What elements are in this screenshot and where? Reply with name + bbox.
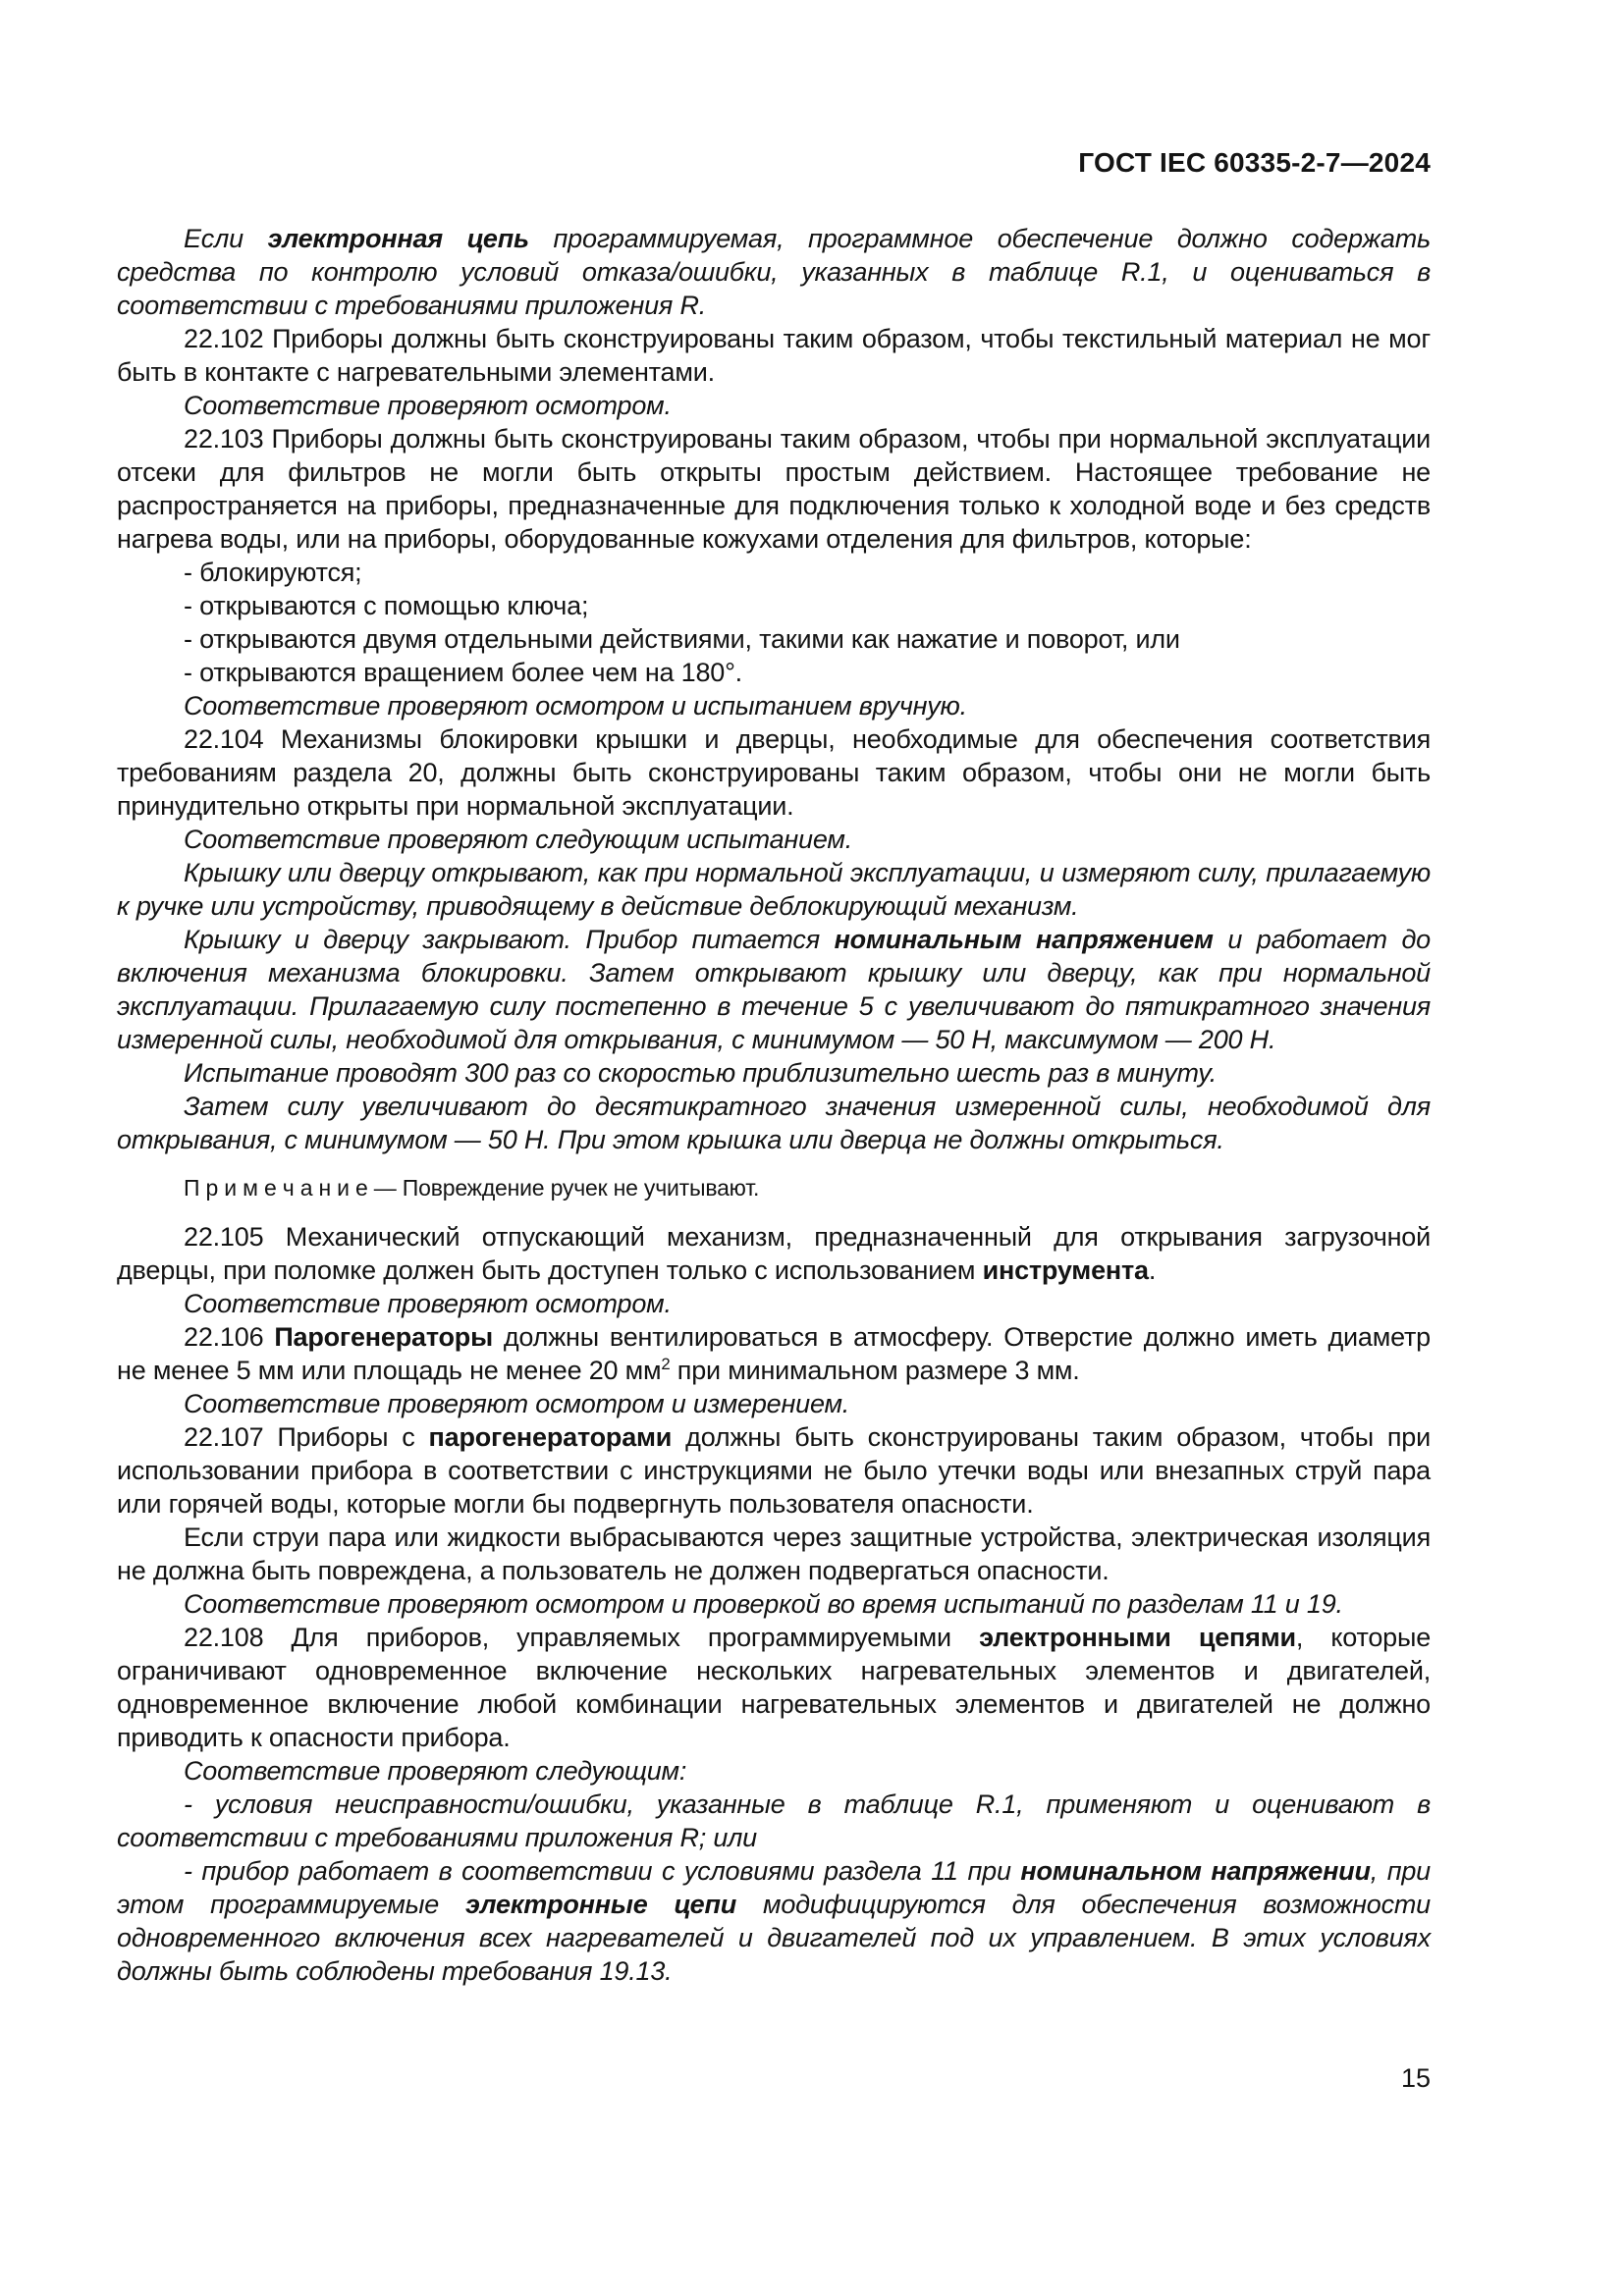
text-segment: Соответствие проверяют осмотром и измерением. [184, 1389, 850, 1418]
text-segment: и работает до включения механизма блокировки. Затем открывают крышку или дверцу, как при нормальной эксплуатации. Прилагаемую силу постепенно в течение 5 с увеличивают до пятикратного значения измеренной силы, необходимой для открывания, с минимумом — 50 Н, максимумом — 200 Н. [117, 925, 1431, 1054]
text-segment: . [1148, 1255, 1157, 1285]
text-segment: Если [184, 224, 268, 253]
body-paragraph [117, 1754, 1431, 1788]
text-segment: Затем силу увеличивают до десятикратного значения измеренной силы, необходимой для открывания, с минимумом — 50 Н. При этом крышка или дверца не должны открыться. [117, 1092, 1431, 1154]
defined-term: электронные цепи [465, 1890, 737, 1919]
page-body [117, 222, 1431, 1988]
text-segment: Соответствие проверяют следующим испытанием. [184, 825, 852, 854]
text-segment: Соответствие проверяют следующим: [184, 1756, 687, 1786]
text-segment: - открываются двумя отдельными действиями, такими как нажатие и поворот, или [184, 624, 1180, 654]
text-segment: Крышку или дверцу открывают, как при нормальной эксплуатации, и измеряют силу, прилагаемую к ручке или устройству, приводящему в действие деблокирующий механизм. [117, 858, 1431, 921]
text-segment: - блокируются; [184, 558, 362, 587]
text-segment: Крышку и дверцу закрывают. Прибор питается [184, 925, 835, 954]
text-segment: при минимальном размере 3 мм. [670, 1356, 1080, 1385]
body-paragraph [117, 856, 1431, 923]
text-segment: 22.104 Механизмы блокировки крышки и дверцы, необходимые для обеспечения соответствия требованиям раздела 20, должны быть сконструированы таким образом, чтобы они не могли быть принудительно открыты при нормальной эксплуатации. [117, 724, 1431, 821]
text-segment: 22.103 Приборы должны быть сконструированы таким образом, чтобы при нормальной эксплуатации отсеки для фильтров не могли быть открыты простым действием. Настоящее требование не распространяется на приборы, предназначенные для подключения только к холодной воде и без средств нагрева воды, или на приборы, оборудованные кожухами отделения для фильтров, которые: [117, 424, 1431, 554]
text-segment: 22.108 Для приборов, управляемых программируемыми [184, 1623, 980, 1652]
body-paragraph [117, 823, 1431, 856]
page-number: 15 [1400, 2063, 1431, 2093]
body-paragraph [117, 1387, 1431, 1420]
text-segment: - открываются с помощью ключа; [184, 591, 589, 620]
body-paragraph [117, 422, 1431, 556]
body-paragraph [117, 222, 1431, 322]
body-paragraph [117, 389, 1431, 422]
text-segment: Соответствие проверяют осмотром и проверкой во время испытаний по разделам 11 и 19. [184, 1589, 1343, 1619]
text-segment: - открываются вращением более чем на 180°. [184, 658, 742, 687]
text-segment: , которые ограничивают одновременное включение нескольких нагревательных элементов и двигателей, одновременное включение любой комбинации нагревательных элементов и двигателей не должно приводить к опасности прибора. [117, 1623, 1432, 1752]
defined-term: электронными цепями [979, 1623, 1296, 1652]
text-segment: Если струи пара или жидкости выбрасываются через защитные устройства, электрическая изоляция не должна быть повреждена, а пользователь не должен подвергаться опасности. [117, 1522, 1431, 1585]
text-segment: П р и м е ч а н и е — Повреждение ручек не учитывают. [184, 1175, 760, 1201]
body-paragraph [117, 1287, 1431, 1320]
text-segment: 22.105 Механический отпускающий механизм, предназначенный для открывания загрузочной дверцы, при поломке должен быть доступен только с использованием [117, 1222, 1431, 1285]
text-segment: программируемая, программное обеспечение должно содержать средства по контролю условий отказа/ошибки, указанных в таблице R.1, и оцениваться в соответствии с требованиями приложения R. [117, 224, 1431, 320]
body-paragraph [117, 1854, 1431, 1988]
defined-term: номинальным напряжением [834, 925, 1214, 954]
text-segment: - прибор работает в соответствии с условиями раздела 11 при [184, 1856, 1021, 1886]
body-paragraph [117, 923, 1431, 1056]
defined-term: инструмента [982, 1255, 1149, 1285]
body-paragraph [117, 1320, 1431, 1387]
text-segment: Соответствие проверяют осмотром. [184, 1289, 672, 1318]
body-paragraph [117, 1090, 1431, 1156]
body-paragraph [117, 1621, 1431, 1754]
text-segment: 2 [661, 1355, 671, 1373]
text-segment: , при этом программируемые [117, 1856, 1431, 1919]
text-segment: Соответствие проверяют осмотром. [184, 391, 672, 420]
body-paragraph [117, 1788, 1431, 1854]
body-paragraph [117, 622, 1431, 656]
defined-term: электронная цепь [267, 224, 529, 253]
body-paragraph [117, 1056, 1431, 1090]
body-paragraph [117, 589, 1431, 622]
body-paragraph [117, 656, 1431, 689]
text-segment: 22.106 [184, 1322, 275, 1352]
text-segment: 22.102 Приборы должны быть сконструированы таким образом, чтобы текстильный материал не мог быть в контакте с нагревательными элементами. [117, 324, 1431, 387]
text-segment: - условия неисправности/ошибки, указанные в таблице R.1, применяют и оценивают в соответствии с требованиями приложения R; или [117, 1789, 1431, 1852]
body-paragraph [117, 1587, 1431, 1621]
document-header: ГОСТ IEC 60335-2-7—2024 [1078, 147, 1431, 178]
text-segment: должны быть сконструированы таким образом, чтобы при использовании прибора в соответствии с инструкциями не было утечки воды или внезапных струй пара или горячей воды, которые могли бы подвергнуть пользователя опасности. [117, 1422, 1432, 1519]
body-paragraph [117, 1521, 1431, 1587]
text-segment: модифицируются для обеспечения возможности одновременного включения всех нагревателей и двигателей под их управлением. В этих условиях должны быть соблюдены требования 19.13. [117, 1890, 1431, 1986]
body-paragraph [117, 556, 1431, 589]
body-paragraph [117, 722, 1431, 823]
defined-term: парогенераторами [428, 1422, 673, 1452]
body-paragraph [117, 1220, 1431, 1287]
text-segment: должны вентилироваться в атмосферу. Отверстие должно иметь диаметр не менее 5 мм или площадь не менее 20 мм [117, 1322, 1431, 1385]
text-segment: 22.107 Приборы с [184, 1422, 429, 1452]
note-paragraph [117, 1174, 1431, 1202]
text-segment: Соответствие проверяют осмотром и испытанием вручную. [184, 691, 967, 721]
text-segment: Испытание проводят 300 раз со скоростью приблизительно шесть раз в минуту. [184, 1058, 1218, 1088]
defined-term: номинальном напряжении [1020, 1856, 1371, 1886]
defined-term: Парогенераторы [274, 1322, 493, 1352]
body-paragraph [117, 689, 1431, 722]
body-paragraph [117, 322, 1431, 389]
body-paragraph [117, 1420, 1431, 1521]
